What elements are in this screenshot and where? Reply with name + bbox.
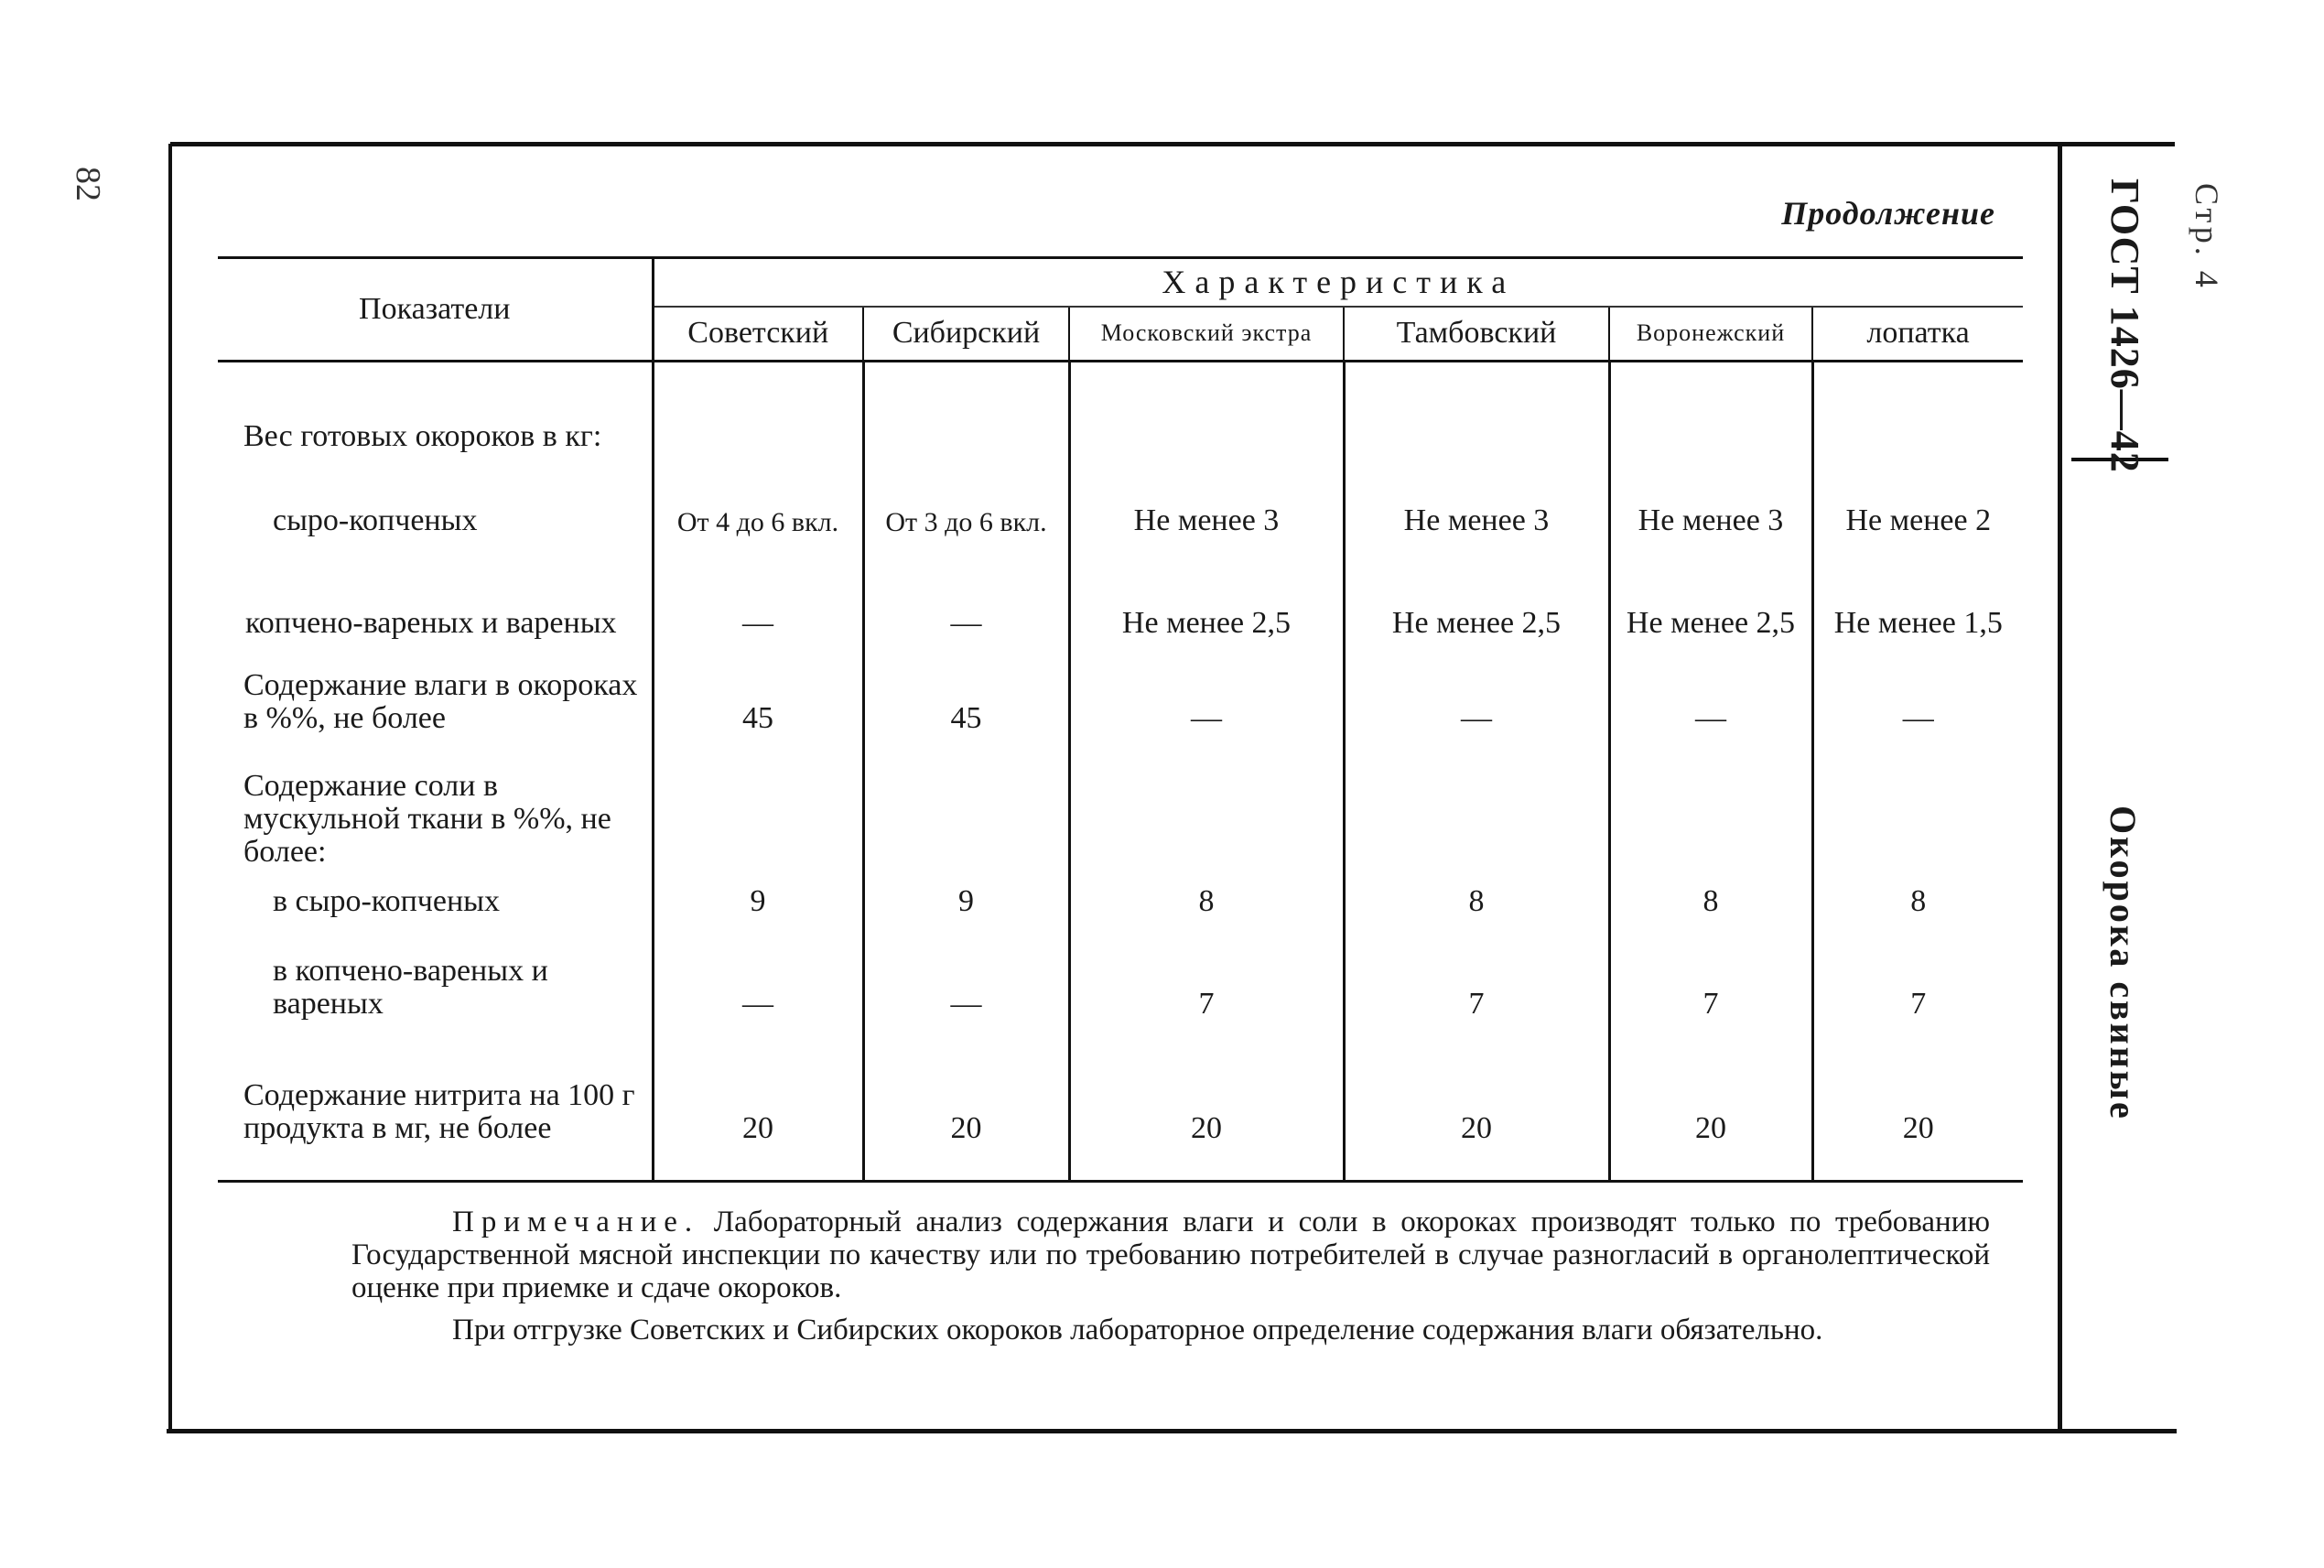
table-cell: 8	[1344, 869, 1609, 918]
table-cell: Не менее 3	[1069, 453, 1344, 537]
table-cell: —	[653, 537, 863, 640]
frame-top-rule	[170, 142, 2175, 146]
table-cell	[1069, 735, 1344, 869]
table-cell: Не менее 1,5	[1833, 605, 2003, 640]
table-cell: —	[1069, 640, 1344, 735]
table-cell: Не менее 2,5	[1069, 537, 1344, 640]
table-cell: Не менее 2,5	[1344, 537, 1609, 640]
table-cell: 7	[1910, 986, 1927, 1021]
table-cell	[653, 362, 863, 453]
note-paragraph: При отгрузке Советских и Сибирских окороков лабораторное определение содержания влаги обязательно.	[452, 1314, 1823, 1346]
note-paragraph	[351, 1206, 1990, 1304]
table-cell	[1069, 362, 1344, 453]
column-header: Советский	[653, 307, 863, 362]
column-header: лопатка	[1812, 307, 2023, 362]
table-cell	[1344, 735, 1609, 869]
table-cell: —	[863, 918, 1069, 1021]
characteristics-table	[218, 256, 2023, 1183]
table-cell: От 3 до 6 вкл.	[863, 453, 1069, 537]
row-label: копчено-вареных и вареных	[218, 537, 653, 640]
column-header: Сибирский	[863, 307, 1069, 362]
continuation-label: Продолжение	[1781, 195, 1995, 232]
table-cell: 20	[1812, 1021, 2023, 1182]
header-indicators: Показатели	[218, 258, 653, 362]
frame-right-rule	[2058, 145, 2062, 1432]
table-row	[218, 453, 2023, 537]
table-cell: 9	[653, 869, 863, 918]
table-cell: От 4 до 6 вкл.	[653, 453, 863, 537]
row-label: в сыро-копченых	[218, 869, 653, 918]
table-cell: 7	[1069, 918, 1344, 1021]
table-cell: 20	[1609, 1021, 1812, 1182]
side-gost-number: ГОСТ 1426—42	[2102, 178, 2147, 473]
table-cell	[653, 735, 863, 869]
table-row	[218, 640, 2023, 735]
table-cell	[1609, 735, 1812, 869]
table-cell: 45	[863, 640, 1069, 735]
table-cell	[1609, 362, 1812, 453]
table-cell	[1344, 362, 1609, 453]
column-header: Воронежский	[1609, 307, 1812, 362]
table-cell: Не менее 2	[1845, 503, 1992, 537]
table-row	[218, 735, 2023, 869]
side-document-title: Окорока свиные	[2102, 806, 2144, 1121]
table-cell: 7	[1344, 918, 1609, 1021]
table-cell: 8	[1910, 883, 1927, 918]
note-block	[351, 1206, 1990, 1356]
table-cell: 20	[1344, 1021, 1609, 1182]
table-cell: Не менее 2,5	[1609, 537, 1812, 640]
frame-bottom-rule	[167, 1429, 2177, 1433]
table-cell	[863, 735, 1069, 869]
column-header: Тамбовский	[1344, 307, 1609, 362]
table-cell: —	[653, 918, 863, 1021]
page-number: 82	[69, 167, 107, 201]
row-label: Содержание влаги в окороках в %%, не более	[218, 640, 653, 735]
row-label: сыро-копченых	[218, 453, 653, 537]
frame-left-rule	[168, 144, 172, 1432]
note-lead: Примечание.	[452, 1206, 700, 1238]
table-cell	[1812, 362, 2023, 453]
table-cell: 8	[1069, 869, 1344, 918]
side-page-label: Стр. 4	[2189, 183, 2225, 291]
table-row	[218, 918, 2023, 1021]
table-cell: 8	[1609, 869, 1812, 918]
header-characteristic: Характеристика	[653, 258, 2023, 307]
table-cell: 45	[653, 640, 863, 735]
table-cell: —	[1902, 700, 1934, 735]
table-cell: —	[1344, 640, 1609, 735]
table-cell	[1812, 735, 2023, 869]
table-cell: —	[1609, 640, 1812, 735]
table-cell	[863, 362, 1069, 453]
row-label: Содержание соли в мускульной ткани в %%, не более:	[218, 735, 653, 869]
note-text: Лабораторный анализ содержания влаги и соли в окороках производят только по требованию Государственной мясной инспекции по качеству или по требованию потребителей в случае разногласий в органолептической оценке при приемке и сдаче окороков.	[351, 1206, 1991, 1304]
table-cell: 7	[1609, 918, 1812, 1021]
row-label: Вес готовых окороков в кг:	[218, 362, 653, 453]
row-label: в копчено-вареных и вареных	[218, 918, 653, 1021]
table-cell: 9	[863, 869, 1069, 918]
table-row	[218, 869, 2023, 918]
table-cell: —	[863, 537, 1069, 640]
table-row	[218, 362, 2023, 453]
column-header: Московский экстра	[1069, 307, 1344, 362]
table-cell: Не менее 3	[1344, 453, 1609, 537]
table-row	[218, 1021, 2023, 1182]
table-row	[218, 537, 2023, 640]
table-cell: 20	[1069, 1021, 1344, 1182]
table-cell: 20	[653, 1021, 863, 1182]
table-cell: Не менее 3	[1609, 453, 1812, 537]
table-cell: 20	[863, 1021, 1069, 1182]
row-label: Содержание нитрита на 100 г продукта в мг, не более	[218, 1021, 653, 1182]
